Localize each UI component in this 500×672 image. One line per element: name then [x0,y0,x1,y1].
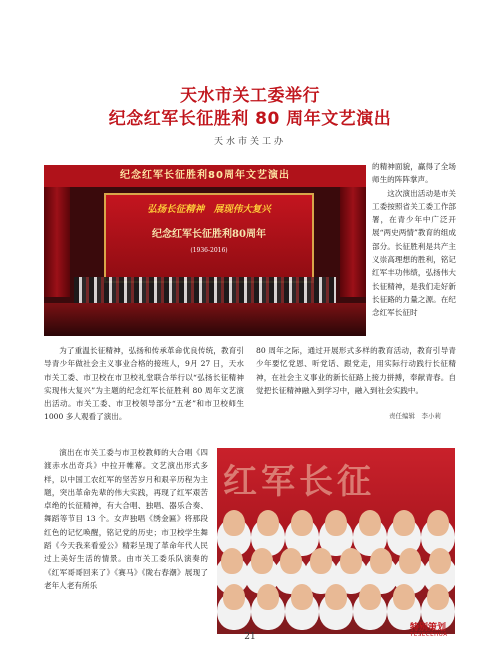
choir-row-back [217,510,455,536]
stage-curtain-right [340,187,366,297]
stage-backdrop-screen [104,193,314,283]
article-title-line2: 纪念红军长征胜利 80 周年文艺演出 [108,109,392,129]
paragraph: 80 周年之际，通过开展形式多样的教育活动，教育引导青少年要忆党恩、听党话、跟党走，用实际行动践行长征精神，在社会主义事业的新长征路上接力拼搏，奉献青春。自觉把长征精神融入到学习中，融入到社会实践中。 [256,346,456,395]
paragraph: 演出在市关工委与市卫校教师的大合唱《四渡赤水出奇兵》中拉开帷幕。文艺演出形式多样，以中国工农红军的坚苦岁月和艰辛历程为主题，突出革命先辈的伟大实践，再现了红军艰苦卓绝的长征精神，有大合唱、独唱、器乐合奏、舞蹈等节目 13 个。女声独唱《绣金匾》将那段红色的记忆唤醒，铭记党的历史；市卫校学生舞蹈《今天我来看爱公》精彩呈现了革命年代人民过上美好生活的情景。由市关工委乐队演奏的《红军哥哥回来了》《赛马》《陇右春潮》展现了老年人老有所乐 [44,448,208,590]
choir-backdrop-text: 红军长征 [223,462,375,502]
editor-caption: 责任编辑 李小莉 [389,412,441,420]
orchestra-performers [74,277,336,303]
stage-curtain-left [44,187,70,297]
stage-banner: 纪念红军长征胜利80周年文艺演出 [44,165,366,187]
stage-performance-photo [44,165,366,336]
stage-screen-title: 纪念红军长征胜利80周年 [152,229,266,240]
choir-row-front [217,584,455,610]
paragraph: 的精神面貌，赢得了全场师生的阵阵掌声。 [372,162,456,185]
stage-slogan: 弘扬长征精神 展现伟大复兴 [147,204,271,215]
text-column-left-middle [44,344,252,424]
section-tag: 特别策划 [410,623,447,633]
paragraph: 为了重温长征精神，弘扬和传承革命优良传统，教育引导青少年做社会主义事业合格的接班人，9月 27 日，天水市关工委、市卫校在市卫校礼堂联合举行以“弘扬长征精神 实现伟大复兴”为主题的纪念红军长征胜利 80 周年文艺演出活动。市关工委、市卫校领导部分“五老”和市卫校师生 1000 多人观看了演出。 [44,346,252,422]
text-column-right-middle [256,344,456,397]
section-tag-english: TESECEHUA [410,632,448,638]
stage-screen-years: (1936-2016) [190,247,228,254]
page-number: 21 [244,632,256,642]
article-title-line1: 天水市关工委举行 [180,86,320,106]
choir-row-middle [217,548,455,574]
paragraph: 这次演出活动是市关工委按照省关工委工作部署，在青少年中广泛开展“两史两情”教育的组成部分。长征胜利是共产主义崇高理想的胜利，铭记红军丰功伟绩，弘扬伟大长征精神，是我们走好新长征路的力量之源。在纪念红军长征时 [372,188,456,318]
stage-floor [44,303,366,336]
byline: 天水市关工办 [213,137,286,147]
choir-photo [217,448,455,634]
text-column-left-bottom [44,446,208,592]
text-column-right-top [372,160,456,320]
